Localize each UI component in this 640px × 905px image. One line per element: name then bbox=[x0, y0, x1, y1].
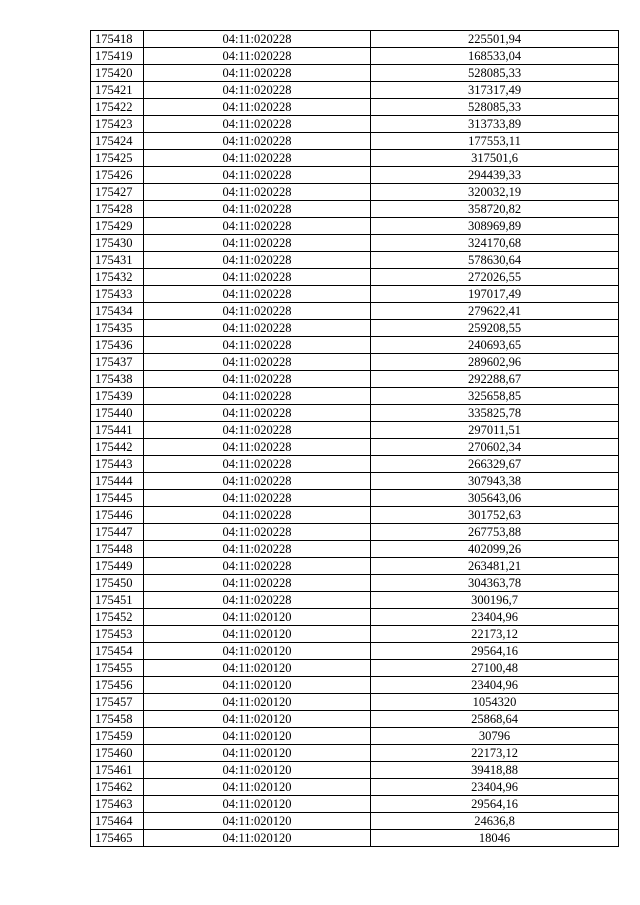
row-id-cell: 175431 bbox=[91, 252, 144, 269]
row-code-cell: 04:11:020228 bbox=[144, 150, 371, 167]
row-id-cell: 175435 bbox=[91, 320, 144, 337]
row-id-cell: 175443 bbox=[91, 456, 144, 473]
row-amount-cell: 324170,68 bbox=[371, 235, 619, 252]
table-row bbox=[91, 286, 619, 303]
row-id-cell: 175454 bbox=[91, 643, 144, 660]
row-code-cell: 04:11:020228 bbox=[144, 133, 371, 150]
row-id-cell: 175445 bbox=[91, 490, 144, 507]
table-row bbox=[91, 439, 619, 456]
table-row bbox=[91, 303, 619, 320]
table-row bbox=[91, 218, 619, 235]
row-amount-cell: 23404,96 bbox=[371, 609, 619, 626]
row-id-cell: 175427 bbox=[91, 184, 144, 201]
row-id-cell: 175418 bbox=[91, 31, 144, 48]
row-id-cell: 175442 bbox=[91, 439, 144, 456]
row-amount-cell: 304363,78 bbox=[371, 575, 619, 592]
row-code-cell: 04:11:020228 bbox=[144, 337, 371, 354]
row-amount-cell: 317317,49 bbox=[371, 82, 619, 99]
table-row bbox=[91, 643, 619, 660]
row-id-cell: 175447 bbox=[91, 524, 144, 541]
row-code-cell: 04:11:020120 bbox=[144, 711, 371, 728]
table-row bbox=[91, 626, 619, 643]
row-amount-cell: 325658,85 bbox=[371, 388, 619, 405]
row-code-cell: 04:11:020228 bbox=[144, 490, 371, 507]
row-code-cell: 04:11:020228 bbox=[144, 252, 371, 269]
row-id-cell: 175452 bbox=[91, 609, 144, 626]
table-row bbox=[91, 507, 619, 524]
row-id-cell: 175449 bbox=[91, 558, 144, 575]
row-id-cell: 175436 bbox=[91, 337, 144, 354]
row-code-cell: 04:11:020120 bbox=[144, 813, 371, 830]
row-code-cell: 04:11:020228 bbox=[144, 116, 371, 133]
row-code-cell: 04:11:020228 bbox=[144, 388, 371, 405]
row-amount-cell: 335825,78 bbox=[371, 405, 619, 422]
row-code-cell: 04:11:020228 bbox=[144, 524, 371, 541]
row-id-cell: 175461 bbox=[91, 762, 144, 779]
row-id-cell: 175432 bbox=[91, 269, 144, 286]
row-amount-cell: 22173,12 bbox=[371, 626, 619, 643]
table-row bbox=[91, 745, 619, 762]
row-amount-cell: 297011,51 bbox=[371, 422, 619, 439]
table-row bbox=[91, 371, 619, 388]
table-row bbox=[91, 150, 619, 167]
table-row bbox=[91, 133, 619, 150]
table-row bbox=[91, 541, 619, 558]
row-code-cell: 04:11:020228 bbox=[144, 48, 371, 65]
row-code-cell: 04:11:020228 bbox=[144, 592, 371, 609]
row-id-cell: 175428 bbox=[91, 201, 144, 218]
table-row bbox=[91, 422, 619, 439]
table-row bbox=[91, 99, 619, 116]
row-code-cell: 04:11:020228 bbox=[144, 218, 371, 235]
row-amount-cell: 320032,19 bbox=[371, 184, 619, 201]
row-amount-cell: 29564,16 bbox=[371, 643, 619, 660]
row-amount-cell: 267753,88 bbox=[371, 524, 619, 541]
table-row bbox=[91, 456, 619, 473]
row-code-cell: 04:11:020228 bbox=[144, 184, 371, 201]
table-row bbox=[91, 762, 619, 779]
row-code-cell: 04:11:020228 bbox=[144, 575, 371, 592]
row-amount-cell: 266329,67 bbox=[371, 456, 619, 473]
row-code-cell: 04:11:020228 bbox=[144, 167, 371, 184]
row-amount-cell: 30796 bbox=[371, 728, 619, 745]
row-code-cell: 04:11:020120 bbox=[144, 609, 371, 626]
row-code-cell: 04:11:020120 bbox=[144, 830, 371, 847]
row-id-cell: 175422 bbox=[91, 99, 144, 116]
row-code-cell: 04:11:020120 bbox=[144, 660, 371, 677]
table-row bbox=[91, 660, 619, 677]
row-id-cell: 175425 bbox=[91, 150, 144, 167]
table-row bbox=[91, 184, 619, 201]
row-code-cell: 04:11:020228 bbox=[144, 405, 371, 422]
row-amount-cell: 279622,41 bbox=[371, 303, 619, 320]
row-id-cell: 175457 bbox=[91, 694, 144, 711]
row-id-cell: 175429 bbox=[91, 218, 144, 235]
row-amount-cell: 358720,82 bbox=[371, 201, 619, 218]
row-id-cell: 175439 bbox=[91, 388, 144, 405]
row-code-cell: 04:11:020228 bbox=[144, 320, 371, 337]
row-id-cell: 175444 bbox=[91, 473, 144, 490]
row-id-cell: 175464 bbox=[91, 813, 144, 830]
row-id-cell: 175455 bbox=[91, 660, 144, 677]
table-row bbox=[91, 575, 619, 592]
table-row bbox=[91, 830, 619, 847]
row-code-cell: 04:11:020228 bbox=[144, 286, 371, 303]
row-id-cell: 175448 bbox=[91, 541, 144, 558]
row-amount-cell: 23404,96 bbox=[371, 677, 619, 694]
row-id-cell: 175440 bbox=[91, 405, 144, 422]
table-row bbox=[91, 337, 619, 354]
row-amount-cell: 1054320 bbox=[371, 694, 619, 711]
row-amount-cell: 18046 bbox=[371, 830, 619, 847]
row-id-cell: 175421 bbox=[91, 82, 144, 99]
data-table bbox=[90, 30, 619, 847]
row-id-cell: 175434 bbox=[91, 303, 144, 320]
table-row bbox=[91, 82, 619, 99]
row-amount-cell: 259208,55 bbox=[371, 320, 619, 337]
row-amount-cell: 317501,6 bbox=[371, 150, 619, 167]
row-code-cell: 04:11:020228 bbox=[144, 456, 371, 473]
row-code-cell: 04:11:020228 bbox=[144, 558, 371, 575]
row-amount-cell: 294439,33 bbox=[371, 167, 619, 184]
table-row bbox=[91, 201, 619, 218]
row-id-cell: 175453 bbox=[91, 626, 144, 643]
row-code-cell: 04:11:020228 bbox=[144, 99, 371, 116]
table-row bbox=[91, 269, 619, 286]
row-id-cell: 175446 bbox=[91, 507, 144, 524]
table-row bbox=[91, 116, 619, 133]
row-id-cell: 175438 bbox=[91, 371, 144, 388]
table-row bbox=[91, 320, 619, 337]
row-amount-cell: 22173,12 bbox=[371, 745, 619, 762]
table-row bbox=[91, 558, 619, 575]
row-amount-cell: 300196,7 bbox=[371, 592, 619, 609]
row-amount-cell: 39418,88 bbox=[371, 762, 619, 779]
table-row bbox=[91, 592, 619, 609]
row-id-cell: 175424 bbox=[91, 133, 144, 150]
row-id-cell: 175458 bbox=[91, 711, 144, 728]
table-row bbox=[91, 48, 619, 65]
row-id-cell: 175462 bbox=[91, 779, 144, 796]
table-row bbox=[91, 728, 619, 745]
row-id-cell: 175423 bbox=[91, 116, 144, 133]
row-amount-cell: 23404,96 bbox=[371, 779, 619, 796]
row-id-cell: 175419 bbox=[91, 48, 144, 65]
row-amount-cell: 289602,96 bbox=[371, 354, 619, 371]
row-amount-cell: 263481,21 bbox=[371, 558, 619, 575]
table-row bbox=[91, 524, 619, 541]
row-code-cell: 04:11:020228 bbox=[144, 31, 371, 48]
row-code-cell: 04:11:020228 bbox=[144, 269, 371, 286]
row-code-cell: 04:11:020228 bbox=[144, 201, 371, 218]
row-amount-cell: 292288,67 bbox=[371, 371, 619, 388]
row-code-cell: 04:11:020120 bbox=[144, 643, 371, 660]
row-code-cell: 04:11:020228 bbox=[144, 422, 371, 439]
table-row bbox=[91, 694, 619, 711]
row-code-cell: 04:11:020120 bbox=[144, 677, 371, 694]
row-code-cell: 04:11:020228 bbox=[144, 82, 371, 99]
row-id-cell: 175433 bbox=[91, 286, 144, 303]
row-code-cell: 04:11:020228 bbox=[144, 235, 371, 252]
row-code-cell: 04:11:020228 bbox=[144, 303, 371, 320]
row-amount-cell: 307943,38 bbox=[371, 473, 619, 490]
row-amount-cell: 270602,34 bbox=[371, 439, 619, 456]
row-id-cell: 175460 bbox=[91, 745, 144, 762]
row-id-cell: 175451 bbox=[91, 592, 144, 609]
table-row bbox=[91, 796, 619, 813]
row-amount-cell: 25868,64 bbox=[371, 711, 619, 728]
row-code-cell: 04:11:020228 bbox=[144, 65, 371, 82]
row-amount-cell: 225501,94 bbox=[371, 31, 619, 48]
row-amount-cell: 177553,11 bbox=[371, 133, 619, 150]
row-id-cell: 175437 bbox=[91, 354, 144, 371]
table-row bbox=[91, 252, 619, 269]
table-row bbox=[91, 473, 619, 490]
table-row bbox=[91, 65, 619, 82]
row-code-cell: 04:11:020228 bbox=[144, 439, 371, 456]
row-amount-cell: 528085,33 bbox=[371, 65, 619, 82]
row-code-cell: 04:11:020120 bbox=[144, 694, 371, 711]
row-amount-cell: 168533,04 bbox=[371, 48, 619, 65]
table-row bbox=[91, 31, 619, 48]
row-id-cell: 175459 bbox=[91, 728, 144, 745]
row-amount-cell: 528085,33 bbox=[371, 99, 619, 116]
row-code-cell: 04:11:020228 bbox=[144, 541, 371, 558]
table-row bbox=[91, 813, 619, 830]
row-amount-cell: 313733,89 bbox=[371, 116, 619, 133]
row-code-cell: 04:11:020120 bbox=[144, 728, 371, 745]
row-amount-cell: 402099,26 bbox=[371, 541, 619, 558]
row-amount-cell: 240693,65 bbox=[371, 337, 619, 354]
row-amount-cell: 305643,06 bbox=[371, 490, 619, 507]
row-code-cell: 04:11:020120 bbox=[144, 796, 371, 813]
row-amount-cell: 27100,48 bbox=[371, 660, 619, 677]
table-body bbox=[91, 31, 619, 847]
row-id-cell: 175450 bbox=[91, 575, 144, 592]
row-code-cell: 04:11:020228 bbox=[144, 371, 371, 388]
row-id-cell: 175456 bbox=[91, 677, 144, 694]
row-amount-cell: 197017,49 bbox=[371, 286, 619, 303]
row-code-cell: 04:11:020120 bbox=[144, 626, 371, 643]
table-row bbox=[91, 354, 619, 371]
row-amount-cell: 272026,55 bbox=[371, 269, 619, 286]
table-row bbox=[91, 677, 619, 694]
table-row bbox=[91, 235, 619, 252]
row-id-cell: 175465 bbox=[91, 830, 144, 847]
row-id-cell: 175426 bbox=[91, 167, 144, 184]
row-amount-cell: 301752,63 bbox=[371, 507, 619, 524]
row-code-cell: 04:11:020120 bbox=[144, 745, 371, 762]
table-row bbox=[91, 388, 619, 405]
table-row bbox=[91, 167, 619, 184]
row-id-cell: 175441 bbox=[91, 422, 144, 439]
row-amount-cell: 578630,64 bbox=[371, 252, 619, 269]
table-row bbox=[91, 711, 619, 728]
table-row bbox=[91, 779, 619, 796]
table-row bbox=[91, 405, 619, 422]
table-row bbox=[91, 609, 619, 626]
row-id-cell: 175463 bbox=[91, 796, 144, 813]
row-code-cell: 04:11:020228 bbox=[144, 354, 371, 371]
row-id-cell: 175430 bbox=[91, 235, 144, 252]
row-code-cell: 04:11:020228 bbox=[144, 507, 371, 524]
row-amount-cell: 29564,16 bbox=[371, 796, 619, 813]
row-id-cell: 175420 bbox=[91, 65, 144, 82]
row-amount-cell: 24636,8 bbox=[371, 813, 619, 830]
row-amount-cell: 308969,89 bbox=[371, 218, 619, 235]
row-code-cell: 04:11:020120 bbox=[144, 779, 371, 796]
table-row bbox=[91, 490, 619, 507]
row-code-cell: 04:11:020228 bbox=[144, 473, 371, 490]
row-code-cell: 04:11:020120 bbox=[144, 762, 371, 779]
